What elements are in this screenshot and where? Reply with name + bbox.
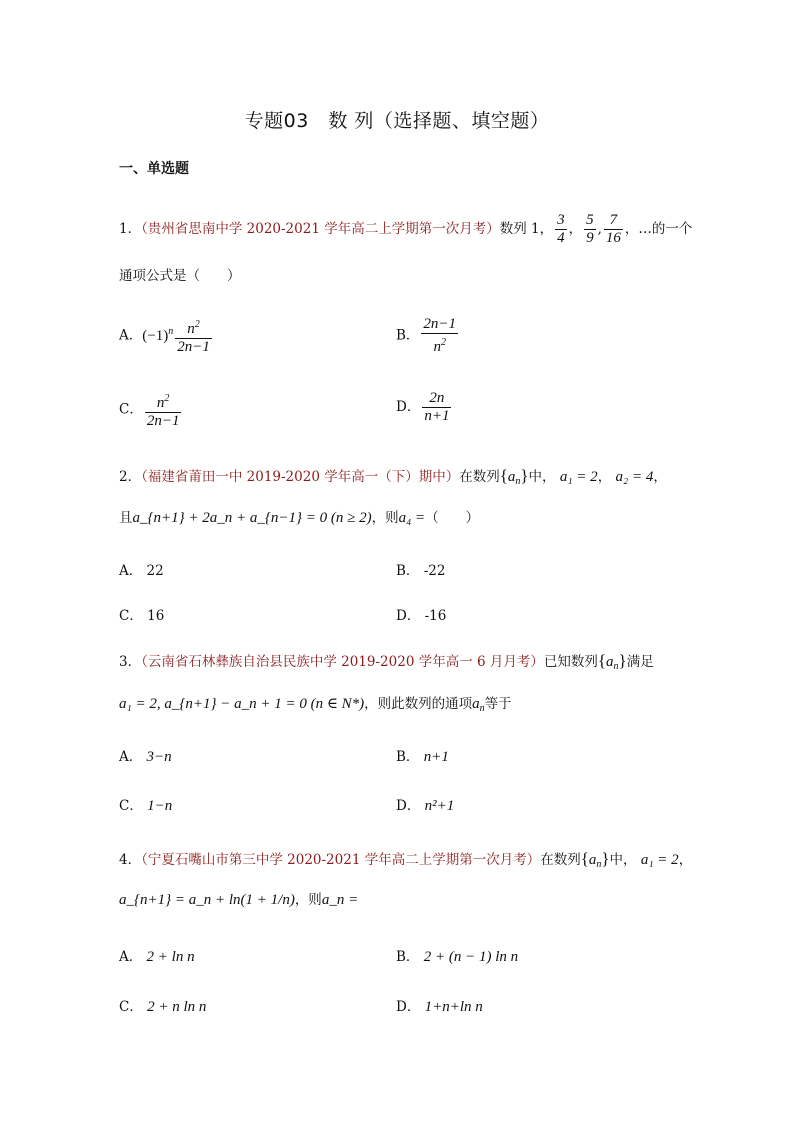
- sequence-term: $\frac{3}{4}$: [557, 212, 565, 246]
- question-4: 4．（宁夏石嘴山市第三中学 2020-2021 学年高二上学期第一次月考）在数列$\{a_n\}$中， a₁ = 2，: [119, 849, 693, 870]
- question-source: （宁夏石嘴山市第三中学 2020-2021 学年高二上学期第一次月考）: [141, 852, 541, 868]
- option-2d[interactable]: D． -16: [396, 608, 447, 624]
- option-1c[interactable]: C． $\frac{n^2}{2n-1}$: [119, 390, 183, 430]
- sequence-term: $\frac{5}{9}$: [586, 212, 594, 246]
- recurrence: a_{n+1} + 2a_n + a_{n−1} = 0 (n ≥ 2): [132, 510, 372, 526]
- option-4a[interactable]: A． 2 + ln n: [119, 949, 195, 965]
- option-1d[interactable]: D． $\frac{2n}{n+1}$: [396, 390, 450, 424]
- option-4c[interactable]: C． 2 + n ln n: [119, 999, 207, 1015]
- question-2: 2．（福建省莆田一中 2019-2020 学年高一（下）期中）在数列$\{a_n\}$中， a₁ = 2， a₂ = 4，: [119, 466, 667, 487]
- given-a2: a₂ = 4: [615, 469, 654, 485]
- option-1b[interactable]: B． $\frac{2n-1}{n^2}$: [396, 316, 457, 355]
- option-3d[interactable]: D． n²+1: [396, 798, 455, 814]
- question-source: （福建省莆田一中 2019-2020 学年高一（下）期中）: [141, 469, 460, 485]
- option-2a[interactable]: A． 22: [119, 563, 164, 579]
- question-source: （云南省石林彝族自治县民族中学 2019-2020 学年高一 6 月月考）: [141, 654, 544, 670]
- given-a1: a₁ = 2: [640, 852, 679, 868]
- option-3c[interactable]: C． 1−n: [119, 798, 173, 814]
- question-1-line2: 通项公式是（ ）: [119, 268, 241, 284]
- option-2c[interactable]: C． 16: [119, 608, 165, 624]
- sequence-term: $\frac{7}{16}$: [605, 212, 621, 246]
- given-a1: a₁ = 2: [559, 469, 598, 485]
- option-4b[interactable]: B． 2 + (n − 1) ln n: [396, 949, 519, 965]
- option-4d[interactable]: D． 1+n+ln n: [396, 999, 483, 1015]
- question-stem-end: ，…的一个: [624, 221, 693, 237]
- option-3b[interactable]: B． n+1: [396, 749, 449, 765]
- question-1: 1．（贵州省思南中学 2020-2021 学年高二上学期第一次月考）数列 1， $\frac{3}{4}$ ， $\frac{5}{9}$ , $\frac{7}{16}$ ，…的一个: [119, 212, 693, 246]
- question-3-line2: a₁ = 2, a_{n+1} − a_n + 1 = 0 (n ∈ N*)，则此数列的通项$a_n$等于: [119, 696, 512, 714]
- question-3: 3．（云南省石林彝族自治县民族中学 2019-2020 学年高一 6 月月考）已知数列$\{a_n\}$满足: [119, 651, 654, 672]
- question-source: （贵州省思南中学 2020-2021 学年高二上学期第一次月考）: [141, 221, 500, 237]
- condition: a₁ = 2, a_{n+1} − a_n + 1 = 0 (n ∈ N*): [119, 696, 365, 712]
- question-4-line2: a_{n+1} = a_n + ln(1 + 1/n)，则a_n =: [119, 892, 359, 908]
- question-stem: 数列 1，: [499, 221, 554, 237]
- page-title: 专题03 数 列（选择题、填空题）: [244, 110, 550, 132]
- recurrence: a_{n+1} = a_n + ln(1 + 1/n): [119, 892, 295, 908]
- section-heading: 一、单选题: [119, 161, 189, 177]
- question-number: 1．: [119, 221, 142, 237]
- question-2-line2: 且a_{n+1} + 2a_n + a_{n−1} = 0 (n ≥ 2)，则a₄ =（ ）: [119, 510, 480, 526]
- option-2b[interactable]: B． -22: [396, 563, 446, 579]
- option-3a[interactable]: A． 3−n: [119, 749, 172, 765]
- option-1a[interactable]: A．$(-1)^n$ $\frac{n^2}{2n-1}$: [119, 316, 214, 356]
